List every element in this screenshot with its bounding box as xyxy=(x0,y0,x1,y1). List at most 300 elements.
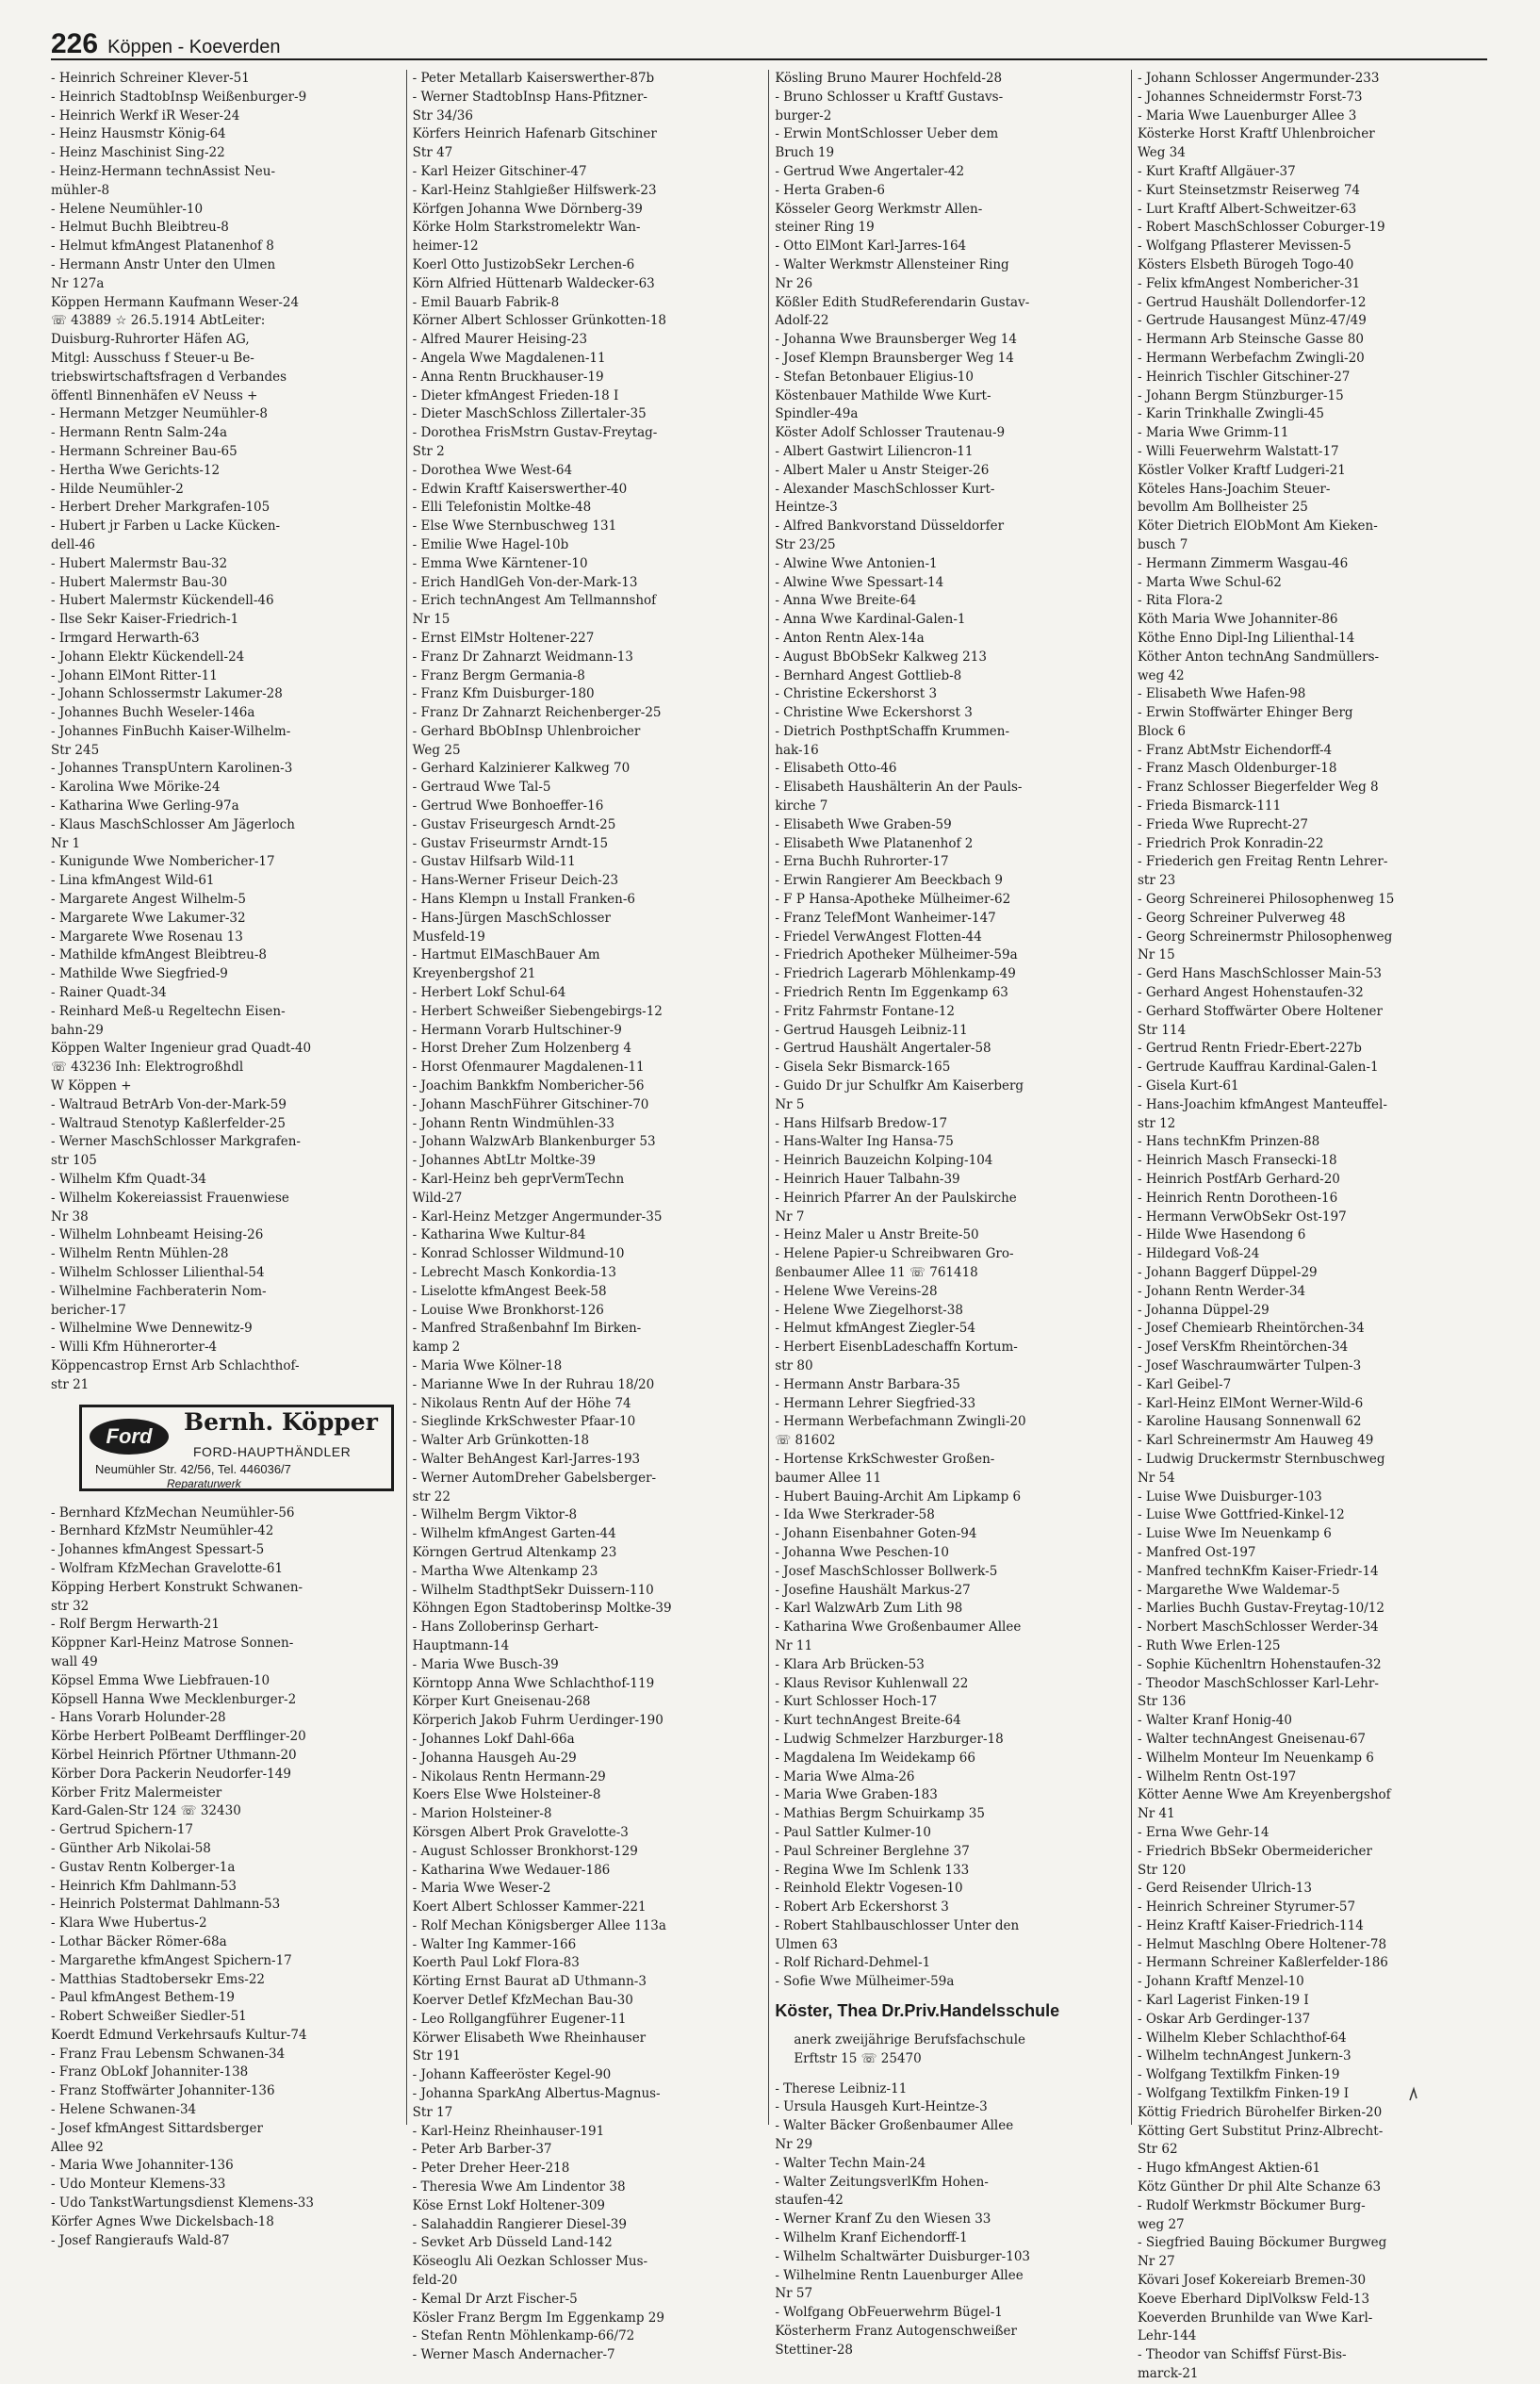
directory-entry: - Gerhard Stoffwärter Obere Holtener xyxy=(1137,1003,1383,1019)
directory-entry: - Wilhelm Rentn Ost-197 xyxy=(1137,1768,1297,1784)
directory-entry: burger-2 xyxy=(775,107,832,123)
directory-entry: - Rolf Bergm Herwarth-21 xyxy=(51,1617,220,1633)
directory-entry: - Robert MaschSchlosser Coburger-19 xyxy=(1137,220,1385,236)
directory-entry: - Wolfgang Textilkfm Finken-19 I xyxy=(1137,2086,1350,2102)
directory-entry: - Heinz Maler u Anstr Breite-50 xyxy=(775,1227,979,1243)
directory-entry: - Karin Trinkhalle Zwingli-45 xyxy=(1137,406,1324,422)
directory-entry: Str 2 xyxy=(412,443,445,459)
directory-entry: - Theodor van Schiffsf Fürst-Bis- xyxy=(1137,2347,1347,2363)
directory-entry: Körting Ernst Baurat aD Uthmann-3 xyxy=(412,1974,647,1990)
directory-entry: - Franz Dr Zahnarzt Reichenberger-25 xyxy=(412,705,662,721)
directory-entry: - Gerhard Angest Hohenstaufen-32 xyxy=(1137,985,1364,1001)
directory-entry: - Hortense KrkSchwester Großen- xyxy=(775,1451,995,1467)
directory-entry: Koerl Otto JustizobSekr Lerchen-6 xyxy=(412,256,635,272)
directory-entry: - Anton Rentn Alex-14a xyxy=(775,630,925,646)
directory-entry: Körfgen Johanna Wwe Dörnberg-39 xyxy=(412,201,643,217)
directory-entry: - Johanna Wwe Peschen-10 xyxy=(775,1544,949,1560)
page-number: 226 xyxy=(51,28,99,59)
directory-entry: Str 17 xyxy=(412,2104,453,2120)
directory-entry: Str 245 xyxy=(51,742,100,758)
directory-entry: - Karl Heizer Gitschiner-47 xyxy=(412,163,587,179)
directory-entry: - Wilhelm Kleber Schlachthof-64 xyxy=(1137,2030,1347,2046)
directory-entry: - Johann ElMont Ritter-11 xyxy=(51,667,218,683)
directory-entry: - Mathias Bergm Schuirkamp 35 xyxy=(775,1806,985,1822)
directory-entry: - Dieter MaschSchloss Zillertaler-35 xyxy=(412,406,647,422)
directory-entry: - Gertrud Haushält Dollendorfer-12 xyxy=(1137,294,1367,310)
directory-entry: - Martha Wwe Altenkamp 23 xyxy=(412,1563,598,1579)
directory-entry: weg 27 xyxy=(1137,2216,1185,2232)
directory-entry: Körber Dora Packerin Neudorfer-149 xyxy=(51,1766,291,1782)
column-3 xyxy=(768,70,1124,2358)
directory-entry: - Franz TelefMont Wanheimer-147 xyxy=(775,910,996,926)
directory-entry: - Matthias Stadtobersekr Ems-22 xyxy=(51,1971,266,1987)
directory-entry: - Johanna Hausgeh Au-29 xyxy=(412,1750,577,1766)
directory-entry: - Heinrich Rentn Dorotheen-16 xyxy=(1137,1190,1338,1206)
directory-entry: - Karoline Hausang Sonnenwall 62 xyxy=(1137,1414,1362,1430)
directory-entry: - Bruno Schlosser u Kraftf Gustavs- xyxy=(775,89,1004,105)
directory-entry: - Karl-Heinz beh geprVermTechn xyxy=(412,1172,625,1188)
directory-entry: - Heinrich Tischler Gitschiner-27 xyxy=(1137,369,1351,385)
directory-entry: - Nikolaus Rentn Hermann-29 xyxy=(412,1768,606,1784)
directory-entry: Str 136 xyxy=(1137,1694,1187,1710)
directory-entry: - Salahaddin Rangierer Diesel-39 xyxy=(412,2216,627,2232)
koester-ad-line-2: Erftstr 15 ☏ 25470 xyxy=(794,2050,922,2066)
directory-entry: - Johann Schlosser Angermunder-233 xyxy=(1137,71,1380,86)
directory-entry: - Wilhelm Kranf Eichendorff-1 xyxy=(775,2230,968,2246)
directory-entry: Köhngen Egon Stadtoberinsp Moltke-39 xyxy=(412,1601,672,1617)
directory-entry: - Josef Klempn Braunsberger Weg 14 xyxy=(775,350,1014,366)
directory-entry: - Herbert Dreher Markgrafen-105 xyxy=(51,500,270,516)
directory-entry: - Johannes Schneidermstr Forst-73 xyxy=(1137,89,1363,105)
directory-entry: - Johannes FinBuchh Kaiser-Wilhelm- xyxy=(51,723,291,739)
directory-entry: Stettiner-28 xyxy=(775,2342,854,2358)
directory-entry: Kösseler Georg Werkmstr Allen- xyxy=(775,201,983,217)
directory-entry: - Hans-Joachim kfmAngest Manteuffel- xyxy=(1137,1096,1387,1112)
directory-entry: - Udo TankstWartungsdienst Klemens-33 xyxy=(51,2195,314,2211)
directory-entry: Str 62 xyxy=(1137,2142,1178,2158)
directory-entry: - Hans technKfm Prinzen-88 xyxy=(1137,1134,1320,1150)
directory-entry: - Georg Schreiner Pulverweg 48 xyxy=(1137,910,1346,926)
directory-entry: - Klara Wwe Hubertus-2 xyxy=(51,1915,207,1932)
directory-entry: - Herta Graben-6 xyxy=(775,182,885,198)
directory-entry: Körsgen Albert Prok Gravelotte-3 xyxy=(412,1824,629,1840)
directory-entry: - Otto ElMont Karl-Jarres-164 xyxy=(775,238,967,255)
directory-entry: - Manfred technKfm Kaiser-Friedr-14 xyxy=(1137,1563,1379,1579)
directory-entry: Köpping Herbert Konstrukt Schwanen- xyxy=(51,1579,303,1595)
directory-entry: - Karl-Heinz Metzger Angermunder-35 xyxy=(412,1208,663,1225)
directory-entry: Köther Anton technAng Sandmüllers- xyxy=(1137,649,1380,665)
directory-entry: - Heinrich Masch Fransecki-18 xyxy=(1137,1153,1337,1169)
directory-entry: - Mathilde kfmAngest Bleibtreu-8 xyxy=(51,947,267,963)
directory-entry: - Marion Holsteiner-8 xyxy=(412,1806,552,1822)
directory-entry: - Heinrich Bauzeichn Kolping-104 xyxy=(775,1153,993,1169)
directory-entry: - Wolfgang Textilkfm Finken-19 xyxy=(1137,2067,1340,2083)
directory-entry: - Wilhelm Schlosser Lilienthal-54 xyxy=(51,1265,265,1280)
directory-entry: - Walter technAngest Gneisenau-67 xyxy=(1137,1731,1367,1747)
directory-entry: - Margarethe kfmAngest Spichern-17 xyxy=(51,1952,292,1968)
directory-entry: dell-46 xyxy=(51,536,96,552)
directory-entry: Kösterke Horst Kraftf Uhlenbroicher xyxy=(1137,126,1375,142)
directory-entry: Körntopp Anna Wwe Schlachthof-119 xyxy=(412,1675,655,1691)
koester-ad-title: Köster, Thea Dr.Priv.Handelsschule xyxy=(775,2001,1060,2021)
directory-entry: - Josef Rangieraufs Wald-87 xyxy=(51,2232,230,2248)
directory-entry: - Friedrich Apotheker Mülheimer-59a xyxy=(775,947,1018,963)
directory-entry: - Emma Wwe Kärntener-10 xyxy=(412,555,588,571)
directory-entry: - Heinrich Polstermat Dahlmann-53 xyxy=(51,1897,281,1913)
directory-entry: - Waltraud BetrArb Von-der-Mark-59 xyxy=(51,1096,287,1112)
directory-entry: Nr 5 xyxy=(775,1096,805,1112)
directory-entry: Koert Albert Schlosser Kammer-221 xyxy=(412,1899,647,1915)
directory-entry: - Kurt Kraftf Allgäuer-37 xyxy=(1137,163,1296,179)
directory-entry: - Walter Werkmstr Allensteiner Ring xyxy=(775,256,1009,272)
directory-entry: - Paul kfmAngest Bethem-19 xyxy=(51,1990,235,2006)
directory-entry: Nr 127a xyxy=(51,275,105,291)
directory-entry: Str 114 xyxy=(1137,1022,1187,1038)
directory-entry: - Ernst ElMstr Holtener-227 xyxy=(412,630,595,646)
directory-entry: - Helmut kfmAngest Ziegler-54 xyxy=(775,1321,975,1337)
directory-entry: - Louise Wwe Bronkhorst-126 xyxy=(412,1302,604,1318)
directory-entry: - Kurt technAngest Breite-64 xyxy=(775,1713,961,1729)
directory-entry: Adolf-22 xyxy=(775,313,829,329)
directory-entry: - Karl-Heinz Stahlgießer Hilfswerk-23 xyxy=(412,182,657,198)
directory-entry: - Manfred Straßenbahnf Im Birken- xyxy=(412,1321,642,1337)
directory-entry: Kard-Galen-Str 124 ☏ 32430 xyxy=(51,1803,241,1819)
directory-entry: - Sieglinde KrkSchwester Pfaar-10 xyxy=(412,1414,636,1430)
directory-entry: - Kurt Schlosser Hoch-17 xyxy=(775,1694,938,1710)
directory-entry: Kösling Bruno Maurer Hochfeld-28 xyxy=(775,71,1003,86)
directory-entry: - Josef Chemiearb Rheintörchen-34 xyxy=(1137,1321,1365,1337)
directory-entry: - Heinrich PostfArb Gerhard-20 xyxy=(1137,1172,1340,1188)
directory-entry: Körper Kurt Gneisenau-268 xyxy=(412,1694,591,1710)
directory-entry: - Johann Eisenbahner Goten-94 xyxy=(775,1526,977,1542)
directory-entry: - Hermann Zimmerm Wasgau-46 xyxy=(1137,555,1349,571)
directory-entry: Köppencastrop Ernst Arb Schlachthof- xyxy=(51,1357,300,1373)
directory-entry: - Gertrude Kauffrau Kardinal-Galen-1 xyxy=(1137,1060,1379,1076)
directory-entry: - Sofie Wwe Mülheimer-59a xyxy=(775,1974,955,1990)
directory-entry: busch 7 xyxy=(1137,536,1188,552)
directory-entry: - Sophie Küchenltrn Hohenstaufen-32 xyxy=(1137,1656,1382,1672)
directory-entry: - Anna Rentn Bruckhauser-19 xyxy=(412,369,604,385)
directory-entry: Kövari Josef Kokereiarb Bremen-30 xyxy=(1137,2273,1367,2289)
column-4 xyxy=(1131,70,1487,2382)
ad-address: Neumühler Str. 42/56, Tel. 446036/7 xyxy=(95,1461,291,1476)
directory-entry: - Alwine Wwe Spessart-14 xyxy=(775,574,944,590)
directory-entry: - Maria Wwe Lauenburger Allee 3 xyxy=(1137,107,1357,123)
directory-entry: - Peter Dreher Heer-218 xyxy=(412,2161,570,2177)
directory-entry: - Georg Schreinerei Philosophenweg 15 xyxy=(1137,892,1395,908)
directory-entry: - Hans Klempn u Install Franken-6 xyxy=(412,892,635,908)
directory-entry: - Angela Wwe Magdalenen-11 xyxy=(412,350,606,366)
directory-entry: - Heinz-Hermann technAssist Neu- xyxy=(51,163,276,179)
directory-entry: - Siegfried Bauing Böckumer Burgweg xyxy=(1137,2235,1387,2251)
directory-entry: kirche 7 xyxy=(775,798,828,814)
directory-entry: - Norbert MaschSchlosser Werder-34 xyxy=(1137,1619,1379,1636)
running-head: Köppen - Koeverden xyxy=(107,37,281,58)
directory-entry: Köppen Hermann Kaufmann Weser-24 xyxy=(51,294,300,310)
directory-entry: - Franz ObLokf Johanniter-138 xyxy=(51,2064,249,2080)
directory-entry: Körbe Herbert PolBeamt Derfflinger-20 xyxy=(51,1729,306,1745)
directory-entry: - Dieter kfmAngest Frieden-18 I xyxy=(412,387,619,403)
directory-entry: - Oskar Arb Gerdinger-137 xyxy=(1137,2011,1311,2027)
directory-entry: Köth Maria Wwe Johanniter-86 xyxy=(1137,612,1338,628)
directory-entry: Körfer Agnes Wwe Dickelsbach-18 xyxy=(51,2213,274,2229)
directory-entry: - Robert Schweißer Siedler-51 xyxy=(51,2009,247,2025)
directory-entry: - Hans-Jürgen MaschSchlosser xyxy=(412,910,611,926)
directory-entry: - Elli Telefonistin Moltke-48 xyxy=(412,500,592,516)
directory-entry: - Luise Wwe Im Neuenkamp 6 xyxy=(1137,1526,1332,1542)
directory-entry: - Alfred Maurer Heising-23 xyxy=(412,332,588,348)
directory-entry: Köster Adolf Schlosser Trautenau-9 xyxy=(775,425,1006,441)
directory-entry: - Heinrich StadtobInsp Weißenburger-9 xyxy=(51,89,307,105)
directory-entry: - Wilhelm Lohnbeamt Heising-26 xyxy=(51,1227,264,1243)
directory-entry: wall 49 xyxy=(51,1653,98,1669)
directory-entry: - Ruth Wwe Erlen-125 xyxy=(1137,1637,1281,1653)
directory-entry: - Johann Kraftf Menzel-10 xyxy=(1137,1974,1304,1990)
directory-entry: - Christine Wwe Eckershorst 3 xyxy=(775,705,973,721)
directory-entry: Köstler Volker Kraftf Ludgeri-21 xyxy=(1137,462,1346,478)
directory-entry: - Anna Wwe Breite-64 xyxy=(775,593,917,609)
directory-entry: - Maria Wwe Kölner-18 xyxy=(412,1357,563,1373)
directory-entry: - Alwine Wwe Antonien-1 xyxy=(775,555,938,571)
directory-entry: - Heinrich Schreiner Styrumer-57 xyxy=(1137,1899,1356,1915)
directory-entry: bericher-17 xyxy=(51,1302,126,1318)
directory-entry: - Irmgard Herwarth-63 xyxy=(51,630,200,646)
directory-entry: - Hermann Rentn Salm-24a xyxy=(51,425,228,441)
directory-entry: Heintze-3 xyxy=(775,500,838,516)
directory-entry: - Johannes Lokf Dahl-66a xyxy=(412,1731,575,1747)
directory-entry: - Gustav Friseurmstr Arndt-15 xyxy=(412,835,609,851)
directory-entry: - Kurt Steinsetzmstr Reiserweg 74 xyxy=(1137,182,1361,198)
directory-entry: - Reinhard Meß-u Regeltechn Eisen- xyxy=(51,1003,286,1019)
directory-entry: - Walter BehAngest Karl-Jarres-193 xyxy=(412,1451,641,1467)
directory-entry: - Herbert Lokf Schul-64 xyxy=(412,985,566,1001)
directory-entry: - Erwin MontSchlosser Ueber dem xyxy=(775,126,999,142)
directory-entry: - Luise Wwe Gottfried-Kinkel-12 xyxy=(1137,1507,1345,1523)
directory-entry: - Werner Masch Andernacher-7 xyxy=(412,2347,615,2363)
directory-entry: - Willi Feuerwehrm Walstatt-17 xyxy=(1137,443,1339,459)
directory-entry: - Franz Frau Lebensm Schwanen-34 xyxy=(51,2046,286,2062)
directory-entry: - Lina kfmAngest Wild-61 xyxy=(51,873,215,889)
directory-entry: - Elisabeth Wwe Graben-59 xyxy=(775,816,952,832)
directory-entry: Köttig Friedrich Bürohelfer Birken-20 xyxy=(1137,2104,1383,2120)
directory-entry: Köpsell Hanna Wwe Mecklenburger-2 xyxy=(51,1691,297,1707)
directory-entry: Körfers Heinrich Hafenarb Gitschiner xyxy=(412,126,657,142)
directory-entry: - Johann WalzwArb Blankenburger 53 xyxy=(412,1134,656,1150)
directory-entry: - Hermann Werbefachm Zwingli-20 xyxy=(1137,350,1365,366)
directory-entry: - Erich HandlGeh Von-der-Mark-13 xyxy=(412,574,638,590)
directory-entry: - Johann Rentn Windmühlen-33 xyxy=(412,1115,614,1131)
directory-entry: - Gertrud Haushält Angertaler-58 xyxy=(775,1041,991,1057)
directory-entry: - Hubert Bauing-Archit Am Lipkamp 6 xyxy=(775,1488,1022,1504)
directory-entry: Kösterherm Franz Autogenschweißer xyxy=(775,2324,1017,2340)
directory-entry: - Helmut Maschlng Obere Holtener-78 xyxy=(1137,1936,1387,1952)
ad-service: Reparaturwerk xyxy=(167,1476,241,1490)
directory-entry: W Köppen + xyxy=(51,1078,132,1094)
directory-entry: - Klaus MaschSchlosser Am Jägerloch xyxy=(51,816,295,832)
directory-entry: - Helene Papier-u Schreibwaren Gro- xyxy=(775,1246,1014,1262)
directory-entry: - Wilhelmine Fachberaterin Nom- xyxy=(51,1283,267,1299)
directory-entry: - Franz Schlosser Biegerfelder Weg 8 xyxy=(1137,780,1379,796)
directory-entry: - Maria Wwe Graben-183 xyxy=(775,1787,938,1803)
directory-entry: - Walter Bäcker Großenbaumer Allee xyxy=(775,2118,1014,2134)
directory-entry: - Friederich gen Freitag Rentn Lehrer- xyxy=(1137,854,1388,870)
directory-entry: - Klaus Revisor Kuhlenwall 22 xyxy=(775,1675,969,1691)
directory-entry: Weg 34 xyxy=(1137,145,1186,161)
directory-entry: - Stefan Rentn Möhlenkamp-66/72 xyxy=(412,2328,635,2344)
directory-entry: - Robert Stahlbauschlosser Unter den xyxy=(775,1917,1020,1933)
directory-entry: - Heinrich Pfarrer An der Paulskirche xyxy=(775,1190,1017,1206)
column-2-list xyxy=(413,70,762,2365)
directory-entry: - Wilhelm Bergm Viktor-8 xyxy=(412,1507,578,1523)
directory-entry: - Josef VersKfm Rheintörchen-34 xyxy=(1137,1340,1349,1356)
directory-entry: - Johann Kaffeeröster Kegel-90 xyxy=(412,2067,612,2083)
directory-entry: - Margarete Wwe Rosenau 13 xyxy=(51,929,243,945)
directory-entry: Str 34/36 xyxy=(412,107,473,123)
directory-entry: - Gertraud Wwe Tal-5 xyxy=(412,780,551,796)
directory-entry: - Franz Dr Zahnarzt Weidmann-13 xyxy=(412,649,633,665)
directory-entry: Nr 15 xyxy=(412,612,451,628)
directory-entry: - Maria Wwe Weser-2 xyxy=(412,1881,551,1897)
directory-entry: Körn Alfried Hüttenarb Waldecker-63 xyxy=(412,275,655,291)
directory-columns xyxy=(51,70,1487,2382)
directory-entry: - Erich technAngest Am Tellmannshof xyxy=(412,593,657,609)
directory-entry: Kötz Günther Dr phil Alte Schanze 63 xyxy=(1137,2179,1382,2195)
directory-entry: mühler-8 xyxy=(51,182,110,198)
directory-entry: - Gerd Hans MaschSchlosser Main-53 xyxy=(1137,966,1382,982)
directory-entry: - Ida Wwe Sterkrader-58 xyxy=(775,1507,935,1523)
directory-entry: Kösler Franz Bergm Im Eggenkamp 29 xyxy=(412,2310,664,2326)
column-1-lower xyxy=(51,1504,400,2251)
directory-entry: - Hilde Neumühler-2 xyxy=(51,481,184,497)
directory-entry: - Hildegard Voß-24 xyxy=(1137,1246,1260,1262)
directory-entry: Körngen Gertrud Altenkamp 23 xyxy=(412,1544,617,1560)
directory-entry: - Edwin Kraftf Kaiserswerther-40 xyxy=(412,481,628,497)
directory-entry: - Gustav Friseurgesch Arndt-25 xyxy=(412,816,616,832)
column-1 xyxy=(51,70,400,2248)
directory-entry: - Hubert Malermstr Kückendell-46 xyxy=(51,593,274,609)
directory-entry: - Bernhard KfzMstr Neumühler-42 xyxy=(51,1523,274,1539)
directory-entry: - Johannes TranspUntern Karolinen-3 xyxy=(51,761,293,777)
directory-entry: - Friedrich Lagerarb Möhlenkamp-49 xyxy=(775,966,1016,982)
directory-entry: - Katharina Wwe Gerling-97a xyxy=(51,798,239,814)
directory-entry: Koerth Paul Lokf Flora-83 xyxy=(412,1955,580,1971)
directory-entry: - Wolfgang ObFeuerwehrm Bügel-1 xyxy=(775,2305,1003,2321)
directory-entry: - Elisabeth Otto-46 xyxy=(775,761,897,777)
directory-entry: - Luise Wwe Duisburger-103 xyxy=(1137,1488,1322,1504)
directory-entry: - Helmut Buchh Bleibtreu-8 xyxy=(51,220,229,236)
directory-entry: - Mathilde Wwe Siegfried-9 xyxy=(51,966,228,982)
directory-entry: Körber Fritz Malermeister xyxy=(51,1784,222,1800)
directory-entry: - Gerhard Kalzinierer Kalkweg 70 xyxy=(412,761,631,777)
directory-entry: Köthe Enno Dipl-Ing Lilienthal-14 xyxy=(1137,630,1355,646)
directory-entry: - Hilde Wwe Hasendong 6 xyxy=(1137,1227,1306,1243)
directory-entry: - Josef MaschSchlosser Bollwerk-5 xyxy=(775,1563,998,1579)
directory-entry: - Magdalena Im Weidekamp 66 xyxy=(775,1750,975,1766)
spacer xyxy=(775,2069,1124,2080)
directory-entry: heimer-12 xyxy=(412,238,479,255)
directory-entry: - Dorothea FrisMstrn Gustav-Freytag- xyxy=(412,425,658,441)
directory-entry: bahn-29 xyxy=(51,1022,104,1038)
directory-entry: - Regina Wwe Im Schlenk 133 xyxy=(775,1862,970,1878)
directory-entry: - Margarethe Wwe Waldemar-5 xyxy=(1137,1582,1340,1598)
directory-entry: - Herbert Schweißer Siebengebirgs-12 xyxy=(412,1003,663,1019)
directory-entry: - Johann Schlossermstr Lakumer-28 xyxy=(51,686,283,702)
directory-entry: Koeve Eberhard DiplVolksw Feld-13 xyxy=(1137,2291,1370,2307)
directory-entry: - Johann Bergm Stünzburger-15 xyxy=(1137,387,1344,403)
directory-entry: - Frieda Bismarck-111 xyxy=(1137,798,1282,814)
directory-entry: str 80 xyxy=(775,1357,813,1373)
directory-entry: - Günther Arb Nikolai-58 xyxy=(51,1840,211,1856)
directory-entry: - Margarete Wwe Lakumer-32 xyxy=(51,910,246,926)
directory-entry: Köstenbauer Mathilde Wwe Kurt- xyxy=(775,387,991,403)
directory-entry: - Walter Kranf Honig-40 xyxy=(1137,1713,1292,1729)
directory-entry: weg 42 xyxy=(1137,667,1185,683)
directory-entry: Lehr-144 xyxy=(1137,2328,1197,2344)
directory-entry: - Johann MaschFührer Gitschiner-70 xyxy=(412,1096,649,1112)
directory-entry: - Karl-Heinz Rheinhauser-191 xyxy=(412,2123,605,2139)
directory-entry: - Walter Ing Kammer-166 xyxy=(412,1936,577,1952)
directory-entry: Nr 7 xyxy=(775,1208,805,1225)
directory-entry: - Karl Schreinermstr Am Hauweg 49 xyxy=(1137,1433,1374,1449)
directory-entry: - Elisabeth Haushälterin An der Pauls- xyxy=(775,780,1023,796)
directory-entry: - Katharina Wwe Großenbaumer Allee xyxy=(775,1619,1022,1636)
directory-entry: ☏ 43889 ☆ 26.5.1914 AbtLeiter: xyxy=(51,313,266,329)
directory-entry: - Georg Schreinermstr Philosophenweg xyxy=(1137,929,1393,945)
directory-entry: Kößler Edith StudReferendarin Gustav- xyxy=(775,294,1030,310)
directory-entry: - Hermann Schreiner Bau-65 xyxy=(51,443,238,459)
directory-entry: - Robert Arb Eckershorst 3 xyxy=(775,1899,949,1915)
directory-entry: - Katharina Wwe Kultur-84 xyxy=(412,1227,586,1243)
directory-entry: Musfeld-19 xyxy=(412,929,485,945)
directory-entry: - August Schlosser Bronkhorst-129 xyxy=(412,1843,638,1859)
directory-entry: - Werner StadtobInsp Hans-Pfitzner- xyxy=(412,89,647,105)
directory-entry: - Wilhelm kfmAngest Garten-44 xyxy=(412,1526,616,1542)
directory-entry: str 23 xyxy=(1137,873,1176,889)
directory-entry: - Werner AutomDreher Gabelsberger- xyxy=(412,1470,657,1486)
directory-entry: - Wilhelm Kokereiassist Frauenwiese xyxy=(51,1190,289,1206)
directory-entry: - Alexander MaschSchlosser Kurt- xyxy=(775,481,995,497)
directory-entry: - Fritz Fahrmstr Fontane-12 xyxy=(775,1003,956,1019)
directory-entry: - Johann Elektr Kückendell-24 xyxy=(51,649,245,665)
directory-entry: - Elisabeth Wwe Platanenhof 2 xyxy=(775,835,974,851)
directory-entry: - Franz Stoffwärter Johanniter-136 xyxy=(51,2083,275,2099)
directory-entry: - Wilhelm StadthptSekr Duissern-110 xyxy=(412,1582,654,1598)
directory-entry: steiner Ring 19 xyxy=(775,220,875,236)
directory-entry: - Karl-Heinz ElMont Werner-Wild-6 xyxy=(1137,1395,1364,1411)
directory-entry: - Friedrich Prok Konradin-22 xyxy=(1137,835,1324,851)
directory-entry: - Josef Waschraumwärter Tulpen-3 xyxy=(1137,1357,1362,1373)
directory-entry: - Franz AbtMstr Eichendorff-4 xyxy=(1137,742,1333,758)
directory-entry: - Ludwig Druckermstr Sternbuschweg xyxy=(1137,1451,1385,1467)
directory-entry: - Wilhelm Schaltwärter Duisburger-103 xyxy=(775,2248,1031,2264)
directory-entry: - Gertrud Wwe Bonhoeffer-16 xyxy=(412,798,604,814)
directory-entry: ☏ 43236 Inh: Elektrogroßhdl xyxy=(51,1060,244,1076)
directory-entry: str 21 xyxy=(51,1376,90,1392)
directory-entry: - Dietrich PosthptSchaffn Krummen- xyxy=(775,723,1010,739)
directory-entry: - Gisela Kurt-61 xyxy=(1137,1078,1239,1094)
directory-entry: feld-20 xyxy=(412,2273,458,2289)
directory-entry: - Theresia Wwe Am Lindentor 38 xyxy=(412,2179,626,2195)
directory-entry: Nr 1 xyxy=(51,835,81,851)
directory-entry: - Alfred Bankvorstand Düsseldorfer xyxy=(775,518,1005,534)
directory-entry: - Hermann Anstr Barbara-35 xyxy=(775,1376,960,1392)
column-3-lower xyxy=(775,2080,1124,2360)
directory-entry: - Marianne Wwe In der Ruhrau 18/20 xyxy=(412,1376,655,1392)
directory-entry: Koerdt Edmund Verkehrsaufs Kultur-74 xyxy=(51,2027,307,2043)
directory-entry: - Hermann VerwObSekr Ost-197 xyxy=(1137,1208,1347,1225)
directory-entry: Spindler-49a xyxy=(775,406,859,422)
directory-entry: Nr 38 xyxy=(51,1208,89,1225)
